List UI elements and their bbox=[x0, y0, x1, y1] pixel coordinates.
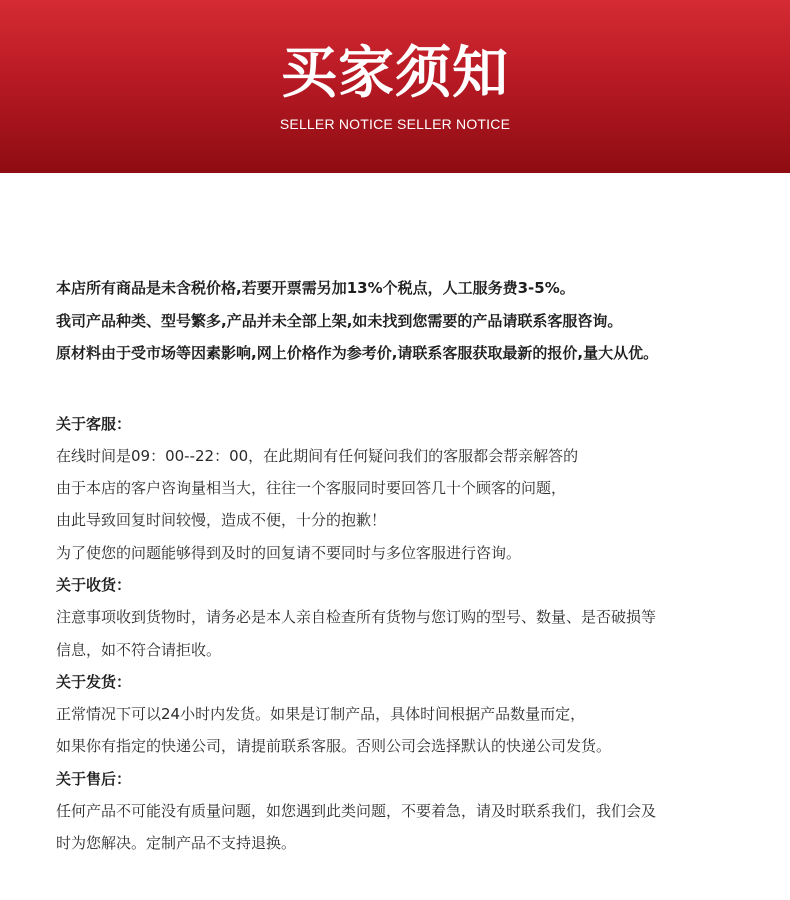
intro-line: 我司产品种类、型号繁多,产品并未全部上架,如未找到您需要的产品请联系客服咨询。 bbox=[56, 311, 623, 330]
section-line: 任何产品不可能没有质量问题，如您遇到此类问题，不要着急，请及时联系我们，我们会及 bbox=[56, 802, 657, 821]
section-heading: 关于客服： bbox=[56, 414, 132, 433]
section-line: 在线时间是09：00--22：00，在此期间有任何疑问我们的客服都会帮亲解答的 bbox=[56, 446, 579, 465]
section-line: 由于本店的客户咨询量相当大，往往一个客服同时要回答几十个顾客的问题， bbox=[56, 479, 567, 498]
section-line: 正常情况下可以24小时内发货。如果是订制产品，具体时间根据产品数量而定， bbox=[56, 705, 586, 724]
section-after-sales bbox=[56, 763, 766, 860]
page-subtitle: SELLER NOTICE SELLER NOTICE bbox=[279, 116, 511, 132]
section-heading: 关于发货： bbox=[56, 672, 132, 691]
notice-content bbox=[56, 272, 766, 860]
section-line: 信息，如不符合请拒收。 bbox=[56, 640, 222, 659]
section-shipping bbox=[56, 666, 766, 763]
intro-line: 本店所有商品是未含税价格,若要开票需另加13%个税点，人工服务费3-5%。 bbox=[56, 279, 575, 297]
section-line: 由此导致回复时间较慢，造成不便，十分的抱歉！ bbox=[56, 511, 387, 530]
section-line: 注意事项收到货物时，请务必是本人亲自检查所有货物与您订购的型号、数量、是否破损等 bbox=[56, 608, 657, 627]
section-line: 为了使您的问题能够得到及时的回复请不要同时与多位客服进行咨询。 bbox=[56, 543, 522, 562]
section-heading: 关于收货： bbox=[56, 575, 132, 594]
section-line: 如果你有指定的快递公司，请提前联系客服。否则公司会选择默认的快递公司发货。 bbox=[56, 737, 612, 756]
header-banner bbox=[0, 0, 790, 173]
section-line: 时为您解决。定制产品不支持退换。 bbox=[56, 834, 297, 853]
section-receiving bbox=[56, 569, 766, 666]
page-title: 买家须知 bbox=[281, 41, 509, 106]
spacer bbox=[56, 370, 766, 408]
section-customer-service bbox=[56, 408, 766, 569]
intro-line: 原材料由于受市场等因素影响,网上价格作为参考价,请联系客服获取最新的报价,量大从优。 bbox=[56, 344, 659, 362]
intro-block bbox=[56, 272, 766, 370]
section-heading: 关于售后： bbox=[56, 769, 132, 788]
